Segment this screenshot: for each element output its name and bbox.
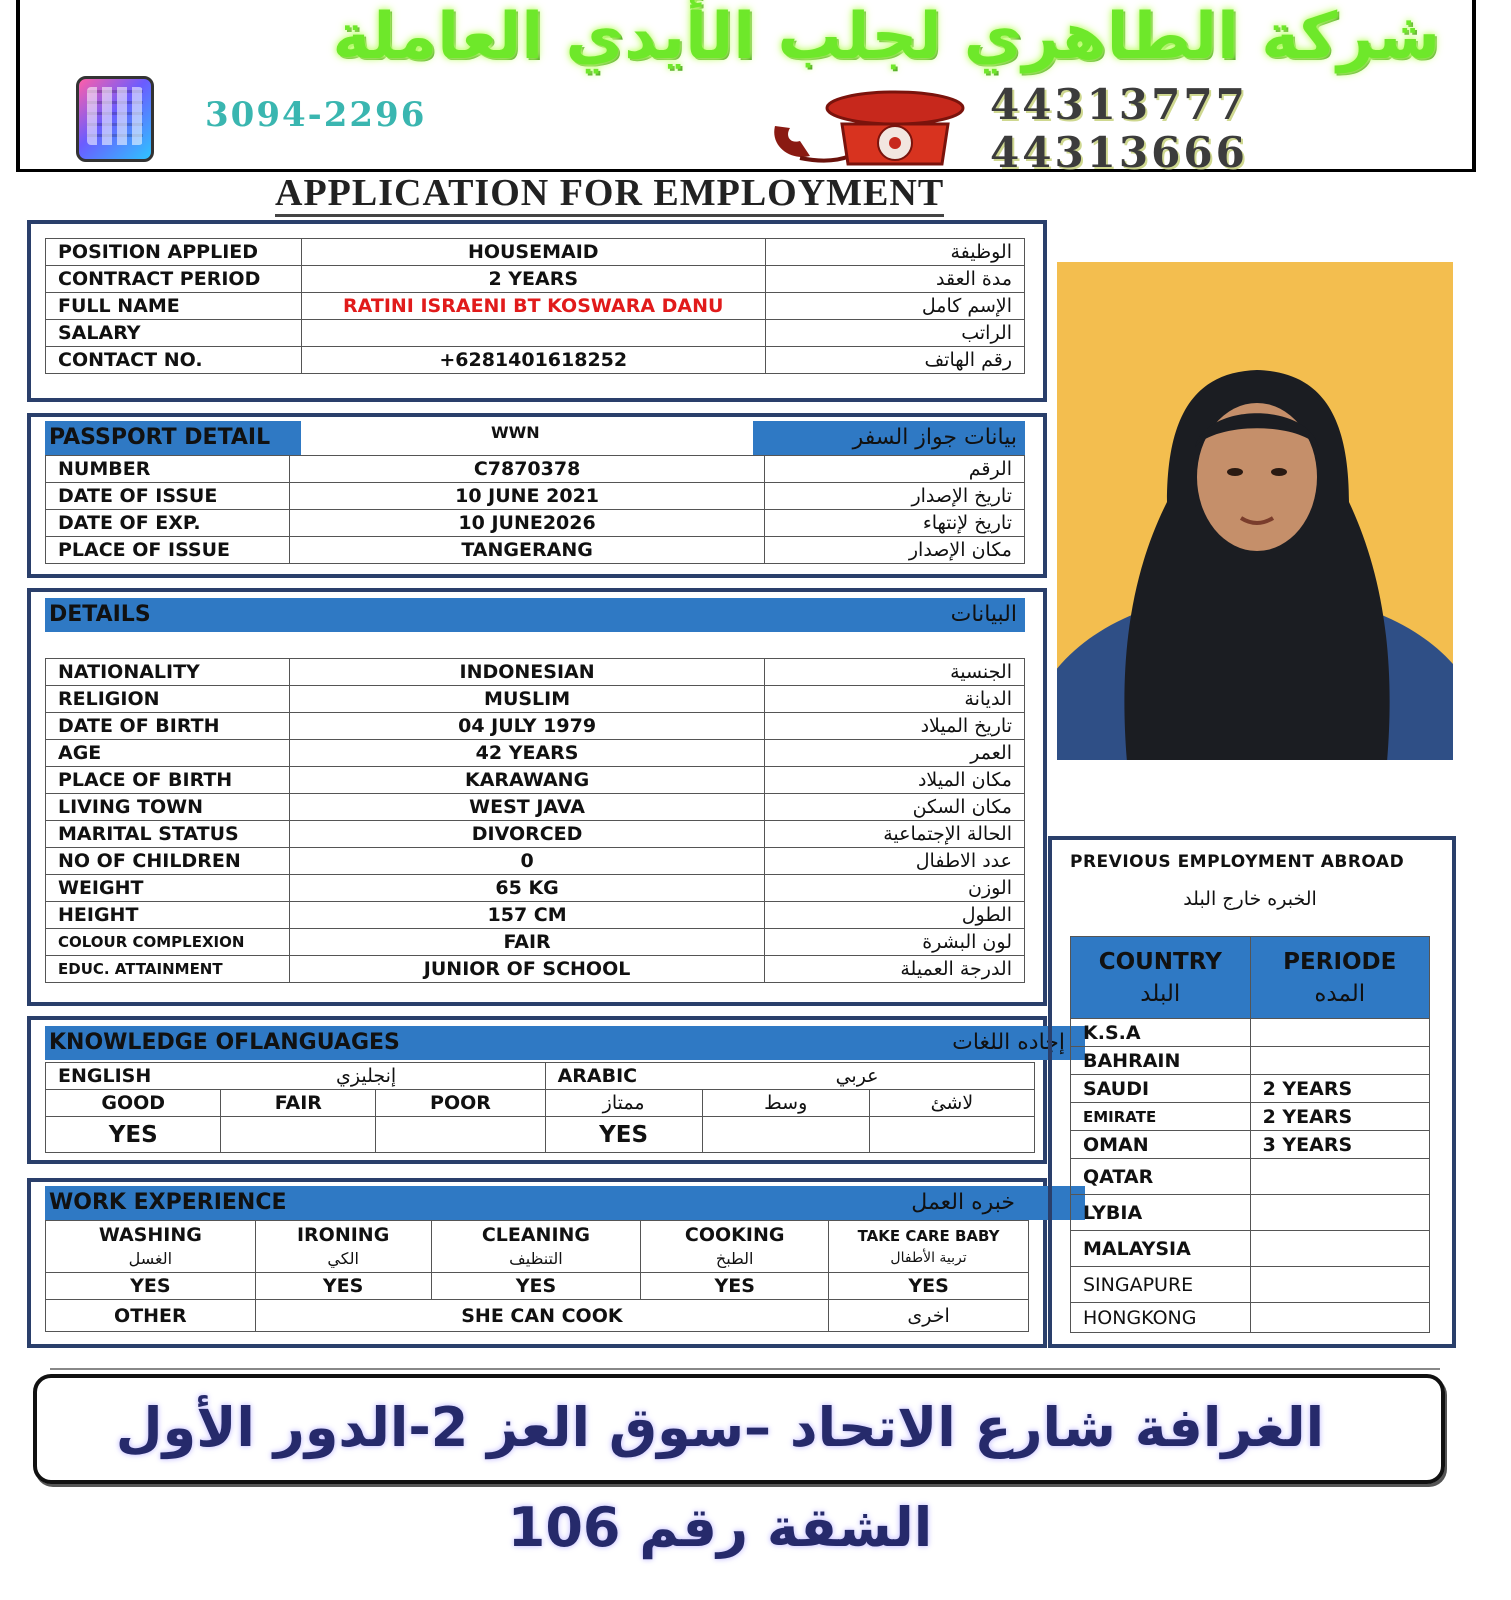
level-label-ar: وسط [702, 1090, 869, 1117]
table-row [46, 875, 1025, 902]
row-value: FAIR [289, 929, 764, 956]
row-label-ar: لون البشرة [765, 929, 1025, 956]
row-value: +6281401618252 [301, 347, 765, 374]
applicant-photo [1057, 262, 1453, 760]
country-cell: SAUDI [1071, 1075, 1251, 1103]
row-label-ar: رقم الهاتف [765, 347, 1024, 374]
table-row [46, 767, 1025, 794]
work-table [45, 1220, 1029, 1332]
period-cell [1250, 1047, 1429, 1075]
passport-title-ar: بيانات جواز السفر [852, 425, 1017, 450]
arabic-poor-value [869, 1117, 1034, 1153]
row-label-ar: مكان الإصدار [765, 537, 1025, 564]
row-label-ar: الحالة الإجتماعية [765, 821, 1025, 848]
table-row [1071, 1019, 1430, 1047]
table-row [46, 821, 1025, 848]
work-title: WORK EXPERIENCE [49, 1190, 287, 1215]
passport-section [27, 413, 1047, 578]
row-value: WEST JAVA [289, 794, 764, 821]
arabic-header [545, 1063, 1034, 1090]
details-table [45, 658, 1025, 983]
table-row [46, 239, 1025, 266]
level-label: POOR [376, 1090, 545, 1117]
table-row [46, 1221, 1029, 1273]
row-value: JUNIOR OF SCHOOL [289, 956, 764, 983]
passport-title-bar [45, 421, 301, 455]
row-label: DATE OF BIRTH [46, 713, 290, 740]
period-cell: 2 YEARS [1250, 1103, 1429, 1131]
languages-title-bar [45, 1026, 1085, 1060]
row-label: LIVING TOWN [46, 794, 290, 821]
table-row [1071, 1159, 1430, 1195]
table-row [46, 1117, 1035, 1153]
table-row [46, 794, 1025, 821]
passport-title-ar-bar [753, 421, 1025, 455]
period-cell [1250, 1019, 1429, 1047]
english-header [46, 1063, 546, 1090]
skill-cooking: COOKING الطبخ [641, 1221, 829, 1273]
country-cell: LYBIA [1071, 1195, 1251, 1231]
row-label-ar: الرقم [765, 456, 1025, 483]
english-label: ENGLISH [58, 1065, 152, 1087]
row-label-ar: الإسم كامل [765, 293, 1024, 320]
row-label: AGE [46, 740, 290, 767]
row-label-ar: تاريخ لإنتهاء [765, 510, 1025, 537]
row-label-ar: الديانة [765, 686, 1025, 713]
period-cell: 2 YEARS [1250, 1075, 1429, 1103]
row-value: C7870378 [289, 456, 764, 483]
period-cell [1250, 1195, 1429, 1231]
skill-take-care-baby: TAKE CARE BABY تربية الأطفال [829, 1221, 1029, 1273]
telephone-1: 44313777 [990, 80, 1248, 129]
country-cell: EMIRATE [1071, 1103, 1251, 1131]
languages-title: KNOWLEDGE OFLANGUAGES [49, 1030, 400, 1055]
row-label: MARITAL STATUS [46, 821, 290, 848]
table-row [1071, 1267, 1430, 1303]
row-label: COLOUR COMPLEXION [46, 929, 290, 956]
row-label: PLACE OF BIRTH [46, 767, 290, 794]
row-label-ar: تاريخ الإصدار [765, 483, 1025, 510]
row-label-ar: تاريخ الميلاد [765, 713, 1025, 740]
row-label-ar: الجنسية [765, 659, 1025, 686]
table-row [46, 686, 1025, 713]
table-row [46, 266, 1025, 293]
languages-section [27, 1016, 1065, 1164]
row-label: RELIGION [46, 686, 290, 713]
row-label: CONTACT NO. [46, 347, 302, 374]
row-label-ar: العمر [765, 740, 1025, 767]
country-cell: OMAN [1071, 1131, 1251, 1159]
row-value: 04 JULY 1979 [289, 713, 764, 740]
table-row [46, 510, 1025, 537]
row-value: 157 CM [289, 902, 764, 929]
table-row [46, 956, 1025, 983]
country-cell: QATAR [1071, 1159, 1251, 1195]
table-row [46, 320, 1025, 347]
english-poor-value [376, 1117, 545, 1153]
other-value: SHE CAN COOK [255, 1300, 828, 1332]
passport-title: PASSPORT DETAIL [49, 425, 271, 450]
row-label: NATIONALITY [46, 659, 290, 686]
arabic-fair-value [702, 1117, 869, 1153]
telephone-2: 44313666 [990, 128, 1248, 177]
full-name-value: RATINI ISRAENI BT KOSWARA DANU [301, 293, 765, 320]
row-value: 2 YEARS [301, 266, 765, 293]
table-row [1071, 1231, 1430, 1267]
row-value: 65 KG [289, 875, 764, 902]
company-address: الغرافة شارع الاتحاد –سوق العز 2-الدور الأول الشقة رقم 106 [115, 1396, 1325, 1559]
country-cell: SINGAPURE [1071, 1267, 1251, 1303]
row-label-ar: الدرجة العميلة [765, 956, 1025, 983]
table-row [46, 1273, 1029, 1300]
row-value: KARAWANG [289, 767, 764, 794]
telephone-icon [770, 86, 970, 166]
arabic-good-value: YES [545, 1117, 702, 1153]
table-row [46, 713, 1025, 740]
period-header: PERIODE المده [1250, 937, 1429, 1019]
abroad-title: PREVIOUS EMPLOYMENT ABROAD [1070, 852, 1405, 872]
country-cell: MALAYSIA [1071, 1231, 1251, 1267]
company-name: شركة الطاهري لجلب الأيدي العاملة [332, 0, 1440, 74]
row-label-ar: الوظيفة [765, 239, 1024, 266]
table-row [46, 1090, 1035, 1117]
other-label: OTHER [46, 1300, 256, 1332]
period-cell [1250, 1231, 1429, 1267]
row-value: TANGERANG [289, 537, 764, 564]
country-cell: K.S.A [1071, 1019, 1251, 1047]
baby-care-value: YES [829, 1273, 1029, 1300]
abroad-table [1070, 936, 1430, 1333]
row-label-ar: الوزن [765, 875, 1025, 902]
english-fair-value [221, 1117, 376, 1153]
skill-washing: WASHING الغسل [46, 1221, 256, 1273]
basic-info-table [45, 238, 1025, 374]
other-label-ar: اخرى [829, 1300, 1029, 1332]
table-row [1071, 1047, 1430, 1075]
row-label: HEIGHT [46, 902, 290, 929]
row-label: NUMBER [46, 456, 290, 483]
row-label: SALARY [46, 320, 302, 347]
table-row [46, 659, 1025, 686]
row-value [301, 320, 765, 347]
abroad-table-wrap [1070, 936, 1430, 1333]
table-row [1071, 1103, 1430, 1131]
basic-info-section [27, 220, 1047, 402]
passport-table [45, 455, 1025, 564]
row-label: POSITION APPLIED [46, 239, 302, 266]
table-row [46, 1063, 1035, 1090]
table-row [46, 1300, 1029, 1332]
row-label: FULL NAME [46, 293, 302, 320]
mobile-number: 3094-2296 [205, 95, 427, 135]
country-header: COUNTRY البلد [1071, 937, 1251, 1019]
english-label-ar: إنجليزي [336, 1065, 397, 1087]
country-cell: HONGKONG [1071, 1303, 1251, 1333]
country-cell: BAHRAIN [1071, 1047, 1251, 1075]
row-label-ar: عدد الاطفال [765, 848, 1025, 875]
passport-code: WWN [491, 423, 540, 442]
skill-cleaning: CLEANING التنظيف [431, 1221, 641, 1273]
ironing-value: YES [255, 1273, 431, 1300]
row-label: CONTRACT PERIOD [46, 266, 302, 293]
cooking-value: YES [641, 1273, 829, 1300]
details-title-ar: البيانات [950, 602, 1017, 627]
details-title-bar [45, 598, 1025, 632]
row-label: WEIGHT [46, 875, 290, 902]
table-header-row [1071, 937, 1430, 1019]
table-row [46, 293, 1025, 320]
english-good-value: YES [46, 1117, 221, 1153]
row-value: HOUSEMAID [301, 239, 765, 266]
washing-value: YES [46, 1273, 256, 1300]
cleaning-value: YES [431, 1273, 641, 1300]
row-label: DATE OF EXP. [46, 510, 290, 537]
level-label: FAIR [221, 1090, 376, 1117]
table-row [46, 347, 1025, 374]
row-label: NO OF CHILDREN [46, 848, 290, 875]
arabic-label-ar: عربي [835, 1065, 879, 1087]
period-cell [1250, 1303, 1429, 1333]
row-label: DATE OF ISSUE [46, 483, 290, 510]
period-cell [1250, 1159, 1429, 1195]
row-value: 10 JUNE 2021 [289, 483, 764, 510]
smartphone-icon [76, 76, 154, 162]
table-row [46, 456, 1025, 483]
table-row [1071, 1303, 1430, 1333]
level-label-ar: ممتاز [545, 1090, 702, 1117]
row-label-ar: مكان السكن [765, 794, 1025, 821]
row-value: 10 JUNE2026 [289, 510, 764, 537]
row-label: EDUC. ATTAINMENT [46, 956, 290, 983]
row-value: MUSLIM [289, 686, 764, 713]
table-row [46, 537, 1025, 564]
divider [50, 1368, 1440, 1370]
row-label-ar: مدة العقد [765, 266, 1024, 293]
row-label: PLACE OF ISSUE [46, 537, 290, 564]
table-row [46, 902, 1025, 929]
abroad-title-ar: الخبره خارج البلد [1183, 888, 1317, 910]
row-value: INDONESIAN [289, 659, 764, 686]
form-title: APPLICATION FOR EMPLOYMENT [275, 172, 944, 217]
table-row [46, 483, 1025, 510]
languages-title-ar: إجاده اللغات [952, 1030, 1065, 1055]
work-title-ar: خبره العمل [911, 1190, 1015, 1215]
table-row [46, 848, 1025, 875]
details-section [27, 588, 1047, 1006]
table-row [1071, 1131, 1430, 1159]
period-cell [1250, 1267, 1429, 1303]
languages-table [45, 1062, 1035, 1153]
table-row [1071, 1195, 1430, 1231]
table-row [46, 740, 1025, 767]
skill-ironing: IRONING الكي [255, 1221, 431, 1273]
table-row [46, 929, 1025, 956]
row-label-ar: مكان الميلاد [765, 767, 1025, 794]
work-title-bar [45, 1186, 1085, 1220]
row-value: 42 YEARS [289, 740, 764, 767]
row-value: 0 [289, 848, 764, 875]
level-label-ar: لاشئ [869, 1090, 1034, 1117]
row-label-ar: الراتب [765, 320, 1024, 347]
row-label-ar: الطول [765, 902, 1025, 929]
period-cell: 3 YEARS [1250, 1131, 1429, 1159]
work-experience-section [27, 1178, 1047, 1348]
details-title: DETAILS [49, 602, 151, 627]
level-label: GOOD [46, 1090, 221, 1117]
row-value: DIVORCED [289, 821, 764, 848]
table-row [1071, 1075, 1430, 1103]
arabic-label: ARABIC [557, 1065, 638, 1087]
